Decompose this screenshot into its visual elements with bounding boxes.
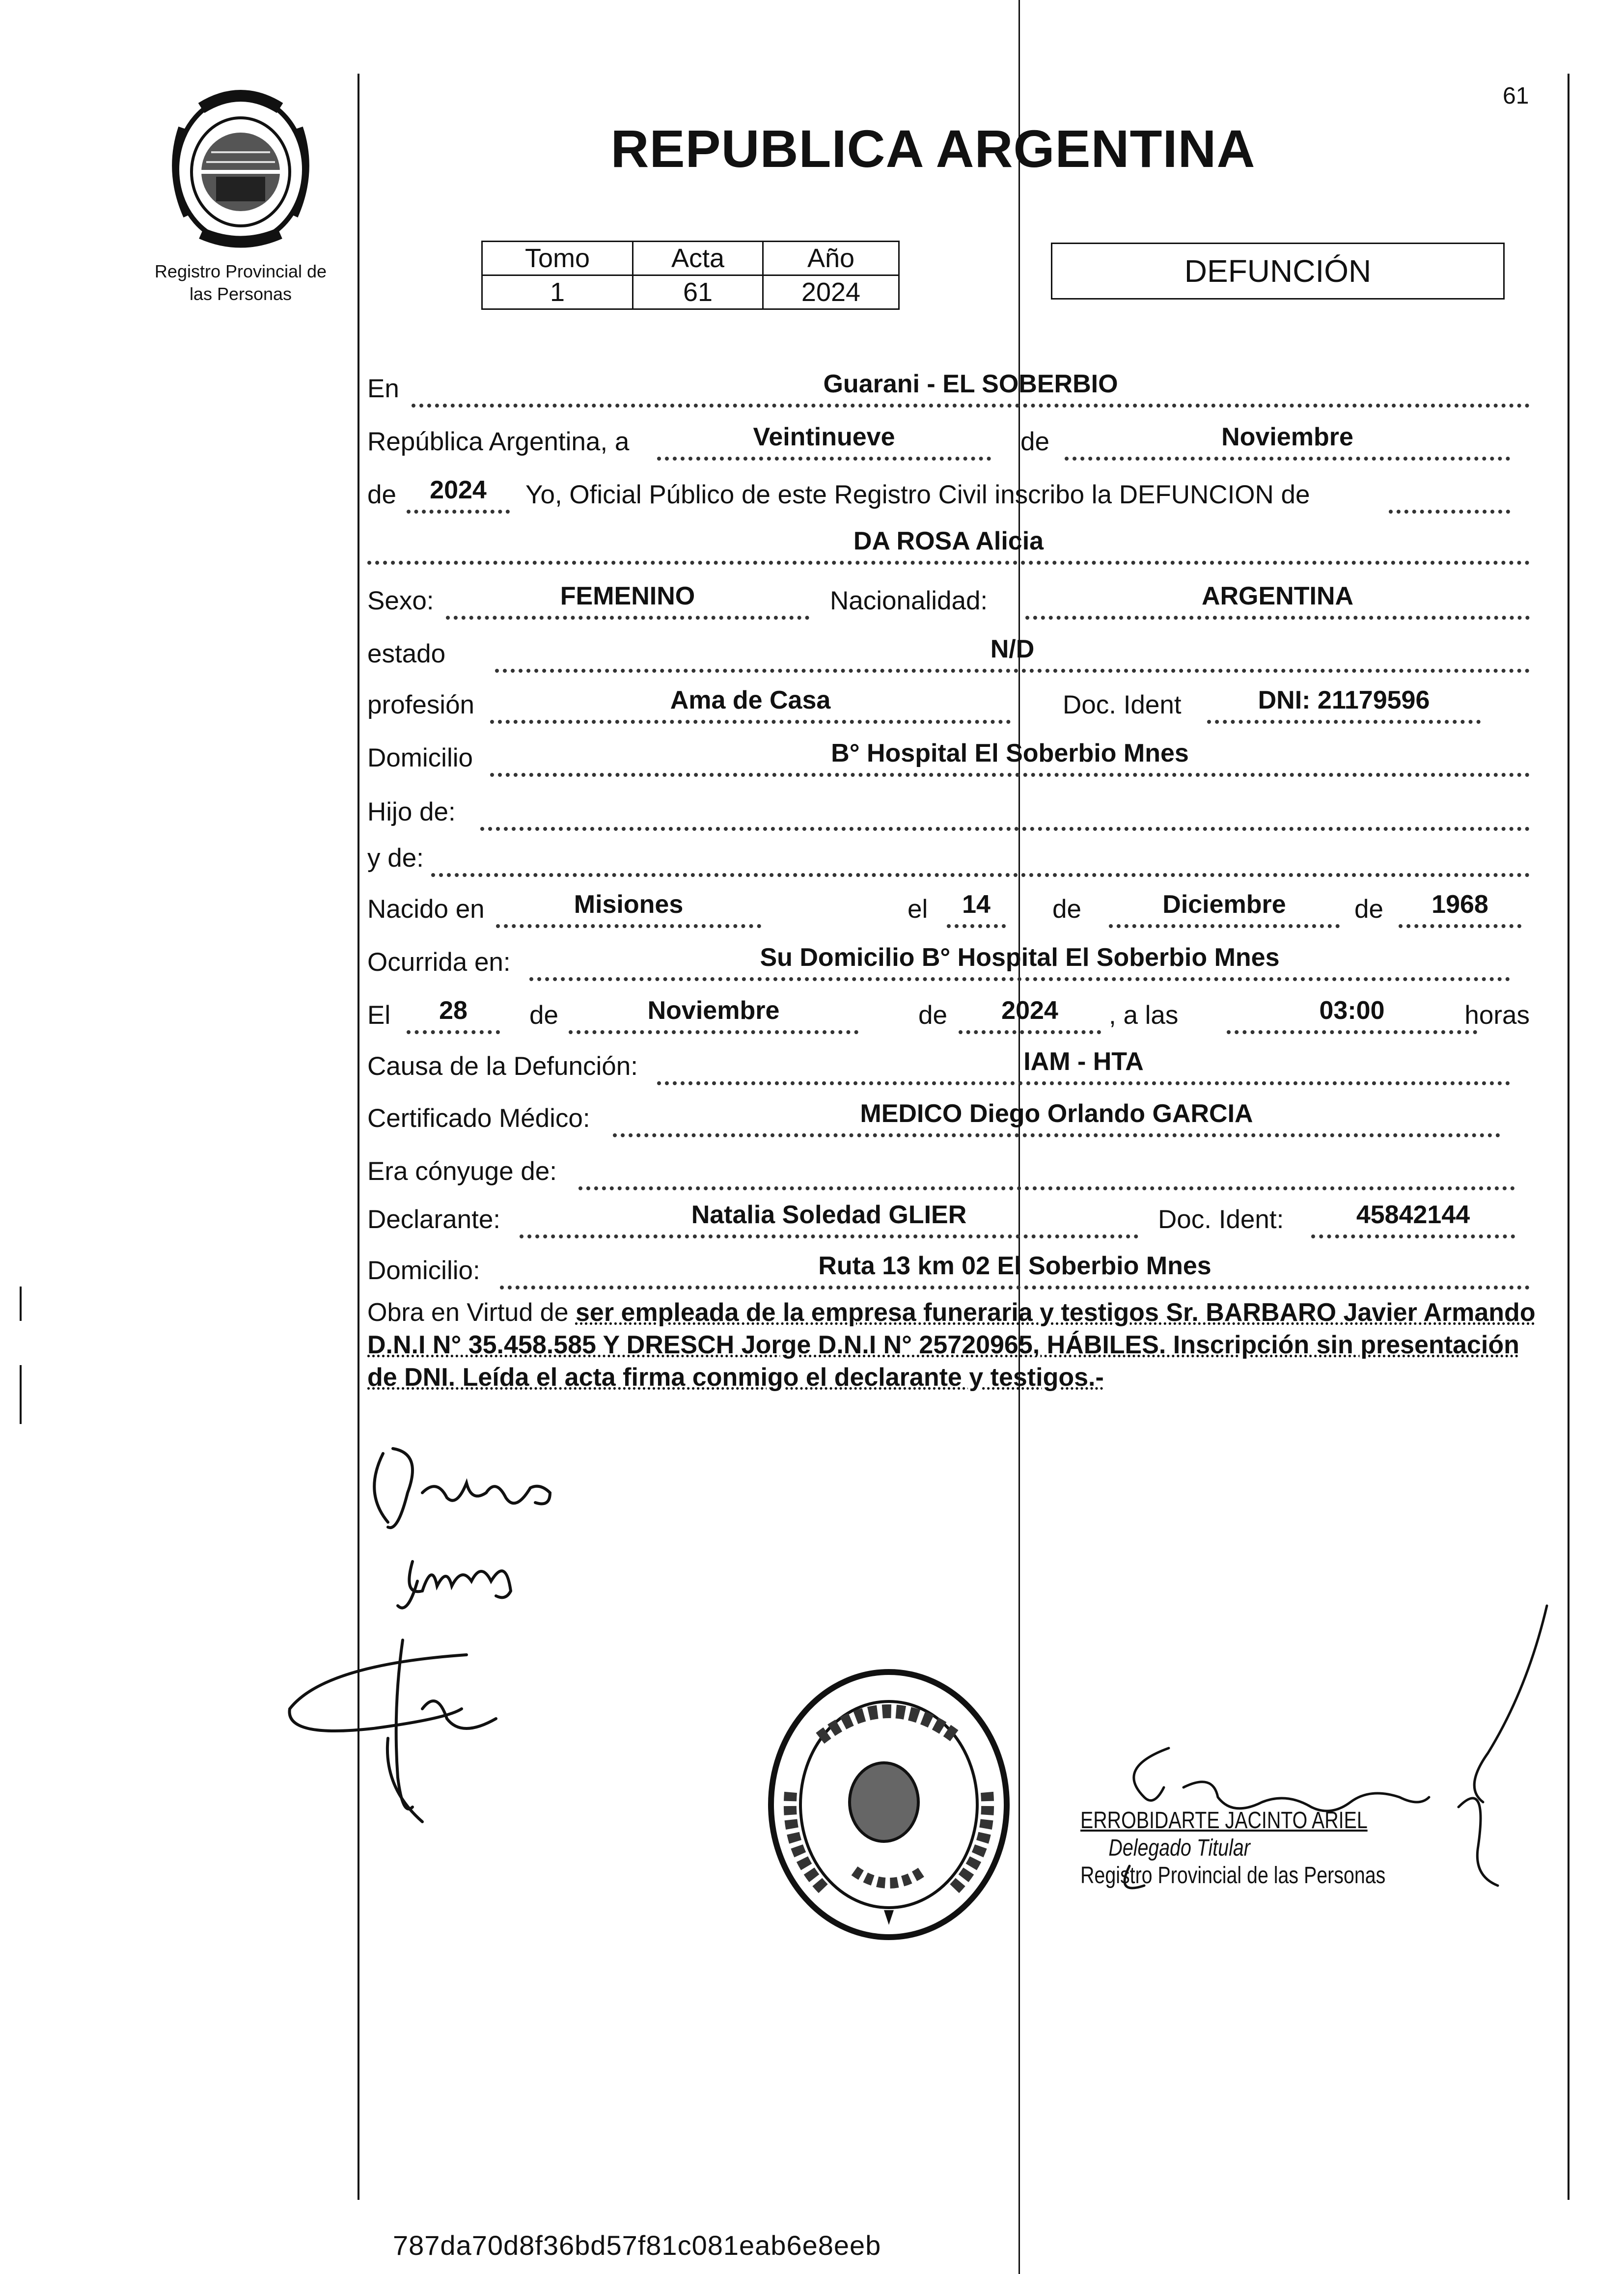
value-death-time: 03:00	[1319, 996, 1385, 1025]
record-type-box: DEFUNCIÓN	[1051, 243, 1505, 300]
row-sex	[367, 575, 1530, 623]
field-year	[407, 474, 510, 514]
field-birth-day	[947, 889, 1006, 928]
value-doc: DNI: 21179596	[1258, 686, 1430, 714]
label-a-las: , a las	[1109, 1001, 1179, 1030]
witness-signature-2	[289, 1640, 496, 1822]
reference-value-row	[482, 275, 899, 309]
label-horas: horas	[1464, 1001, 1530, 1030]
row-year	[367, 469, 1530, 517]
label-profesion: profesión	[367, 690, 475, 719]
label-conyuge: Era cónyuge de:	[367, 1157, 557, 1186]
signatures-area	[275, 1434, 717, 1915]
field-occurred	[529, 942, 1510, 981]
field-declarant-address	[500, 1250, 1530, 1289]
field-birth-place	[496, 889, 761, 928]
reference-table	[481, 241, 900, 310]
label-hijo-de: Hijo de:	[367, 797, 456, 826]
ref-value-acta: 61	[633, 275, 763, 309]
label-doc-ident: Doc. Ident	[1063, 690, 1182, 719]
value-nationality: ARGENTINA	[1201, 582, 1354, 610]
label-sexo: Sexo:	[367, 586, 434, 615]
label-domicilio2: Domicilio:	[367, 1256, 480, 1285]
value-birth-year: 1968	[1431, 890, 1488, 919]
label-ocurrida-en: Ocurrida en:	[367, 948, 511, 977]
label-republica: República Argentina, a	[367, 427, 630, 456]
field-month	[1065, 421, 1510, 461]
ref-value-tomo: 1	[482, 275, 633, 309]
row-death-date	[367, 990, 1530, 1037]
field-father	[480, 792, 1530, 831]
value-year: 2024	[430, 476, 487, 504]
document-hash: 787da70d8f36bd57f81c081eab6e8eeb	[393, 2230, 881, 2261]
label-de-birth-year: de	[1354, 895, 1383, 924]
page-number: 61	[1503, 83, 1529, 109]
value-birth-day: 14	[962, 890, 991, 919]
field-place	[412, 368, 1530, 408]
row-father	[367, 787, 1530, 834]
value-death-year: 2024	[1001, 996, 1058, 1025]
label-declarante: Declarante:	[367, 1205, 501, 1234]
field-death-year	[959, 995, 1101, 1034]
value-declarant: Natalia Soledad GLIER	[691, 1201, 967, 1229]
label-obra: Obra en Virtud de	[367, 1298, 569, 1327]
row-mother	[367, 833, 1530, 880]
declarant-signature	[374, 1449, 550, 1528]
label-de-death-month: de	[529, 1001, 558, 1030]
value-address: B° Hospital El Soberbio Mnes	[831, 739, 1189, 767]
registry-caption	[118, 260, 363, 305]
label-el: el	[908, 895, 928, 924]
value-death-month: Noviembre	[647, 996, 780, 1025]
row-address	[367, 733, 1530, 780]
field-declarant-doc	[1311, 1199, 1515, 1238]
value-place: Guarani - EL SOBERBIO	[823, 370, 1118, 398]
field-deceased	[367, 525, 1530, 565]
field-sex	[446, 580, 809, 620]
row-doctor	[367, 1093, 1530, 1140]
row-declarant	[367, 1194, 1530, 1241]
field-doc	[1207, 685, 1481, 724]
field-death-day	[407, 995, 500, 1034]
registry-caption-line2: las Personas	[189, 284, 292, 304]
registrar-name: ERROBIDARTE JACINTO ARIEL	[1080, 1808, 1368, 1834]
row-profession	[367, 680, 1530, 727]
label-el-cap: El	[367, 1001, 391, 1030]
label-de-year: de	[367, 480, 396, 509]
label-domicilio: Domicilio	[367, 743, 473, 772]
provincial-seal-emblem	[147, 79, 339, 255]
value-sex: FEMENINO	[560, 582, 695, 610]
field-profession	[490, 685, 1011, 724]
label-certificado: Certificado Médico:	[367, 1104, 590, 1133]
official-stamp	[761, 1665, 1017, 1945]
row-occurred	[367, 937, 1530, 984]
label-de-death-year: de	[918, 1001, 947, 1030]
label-doc-ident2: Doc. Ident:	[1158, 1205, 1284, 1234]
value-declarant-doc: 45842144	[1356, 1201, 1470, 1229]
row-place	[367, 363, 1530, 411]
value-doctor: MEDICO Diego Orlando GARCIA	[860, 1099, 1253, 1128]
field-mother	[431, 838, 1530, 877]
value-birth-month: Diciembre	[1162, 890, 1286, 919]
label-y-de: y de:	[367, 844, 424, 873]
label-causa: Causa de la Defunción:	[367, 1052, 638, 1081]
registry-caption-line1: Registro Provincial de	[154, 261, 327, 281]
value-civil-status: N/D	[990, 635, 1035, 663]
obra-paragraph	[367, 1296, 1546, 1394]
page-title: REPUBLICA ARGENTINA	[610, 119, 1256, 178]
label-de-birth-month: de	[1052, 895, 1081, 924]
value-birth-place: Misiones	[574, 890, 684, 919]
label-de-month: de	[1020, 427, 1049, 456]
row-spouse	[367, 1146, 1530, 1193]
field-birth-year	[1399, 889, 1521, 928]
value-death-day: 28	[439, 996, 468, 1025]
registrar-office: Registro Provincial de las Personas	[1080, 1863, 1386, 1889]
field-death-time	[1227, 995, 1477, 1034]
row-civil-status	[367, 629, 1530, 676]
ref-value-anio: 2024	[763, 275, 899, 309]
registrar-role: Delegado Titular	[1108, 1835, 1250, 1861]
field-civil-status	[495, 633, 1530, 673]
row-cause	[367, 1041, 1530, 1088]
row-date	[367, 416, 1530, 464]
scan-mark-1	[20, 1287, 22, 1321]
label-nacionalidad: Nacionalidad:	[830, 586, 988, 615]
ref-header-acta: Acta	[633, 242, 763, 275]
value-declarant-address: Ruta 13 km 02 El Soberbio Mnes	[818, 1252, 1211, 1280]
value-cause: IAM - HTA	[1023, 1047, 1144, 1076]
row-birth	[367, 884, 1530, 931]
ref-header-anio: Año	[763, 242, 899, 275]
field-address	[490, 738, 1530, 777]
ref-header-tomo: Tomo	[482, 242, 633, 275]
witness-signature-1	[398, 1562, 511, 1608]
value-obra: ser empleada de la empresa funeraria y testigos Sr. BARBARO Javier Armando D.N.I N° 35.458.585 Y DRESCH Jorge D.N.I N° 25720965, HÁBILES. Inscripción sin presentación de DNI. Leída el acta firma conmigo el declarante y testigos.-	[367, 1298, 1536, 1392]
label-yo: Yo, Oficial Público de este Registro Civil inscribo la DEFUNCION de	[525, 480, 1310, 509]
label-estado: estado	[367, 639, 446, 668]
field-nationality	[1025, 580, 1530, 620]
label-nacido-en: Nacido en	[367, 895, 485, 924]
field-spouse	[578, 1151, 1515, 1190]
registrar-name-block	[1080, 1807, 1403, 1890]
field-yo-tail	[1389, 474, 1510, 514]
value-profession: Ama de Casa	[670, 686, 831, 714]
value-deceased: DA ROSA Alicia	[853, 527, 1044, 555]
value-day: Veintinueve	[753, 423, 895, 451]
field-death-month	[569, 995, 858, 1034]
label-en: En	[367, 374, 399, 403]
reference-header-row	[482, 242, 899, 275]
row-deceased	[367, 521, 1530, 568]
field-declarant	[520, 1199, 1138, 1238]
row-declarant-address	[367, 1245, 1530, 1292]
field-birth-month	[1109, 889, 1340, 928]
field-day	[657, 421, 991, 461]
value-month: Noviembre	[1221, 423, 1353, 451]
field-cause	[657, 1046, 1510, 1085]
scan-mark-2	[20, 1365, 22, 1424]
value-occurred: Su Domicilio B° Hospital El Soberbio Mnes	[760, 943, 1280, 972]
field-doctor	[613, 1098, 1500, 1137]
